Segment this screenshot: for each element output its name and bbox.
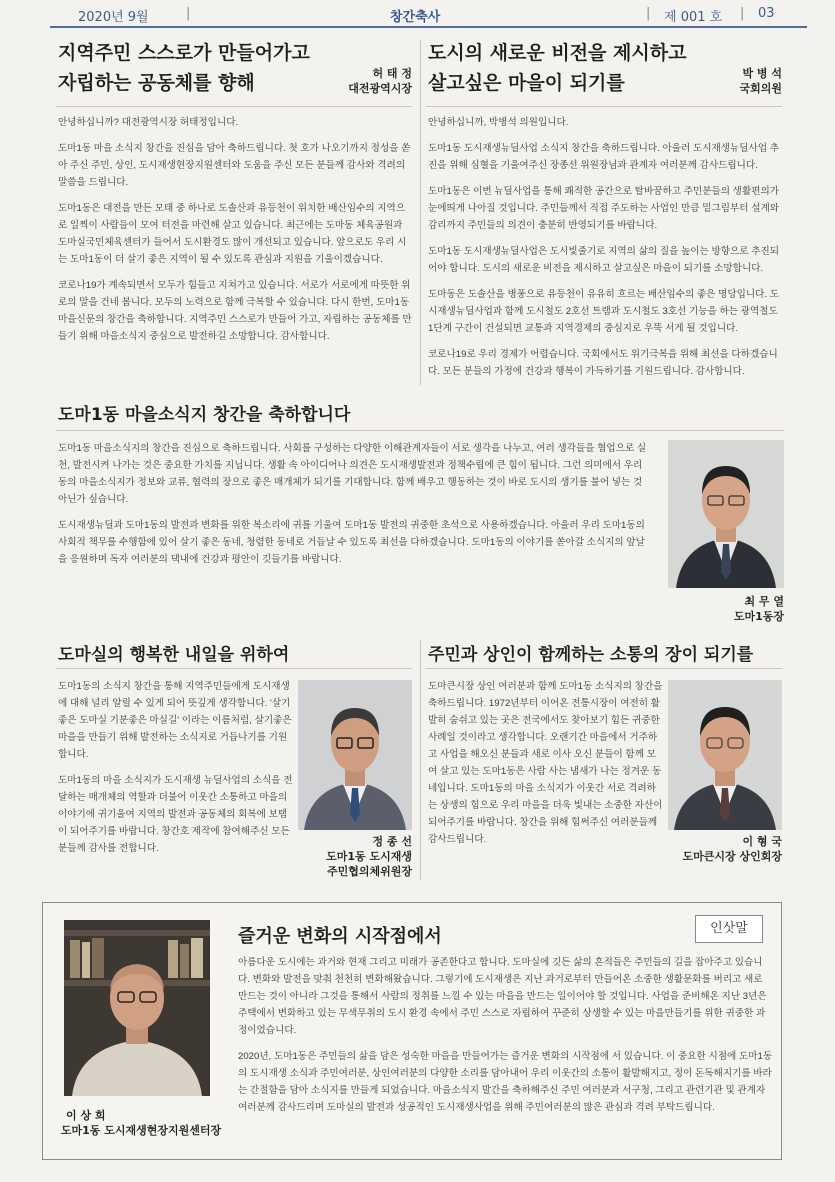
- divider: [56, 106, 412, 107]
- divider: [56, 668, 412, 669]
- paragraph: 도마1동 마을 소식지 창간을 진심을 담아 축하드립니다. 첫 호가 나오기까지 정성을 쏟아 주신 주민, 상인, 도시재생현장지원센터와 도움을 주신 모든 분들께 감사와 격려의 말씀을 드립니다.: [58, 143, 411, 188]
- divider: [426, 106, 782, 107]
- paragraph: 도마1동의 소식지 창간을 통해 지역주민들에게 도시재생에 대해 널리 알릴 수 있게 되어 뜻깊게 생각합니다. '살기좋은 도마실 기분좋은 마실길' 이라는 이름처럼, 살기좋은 마을을 만들기 위해 발전하는 소식지로 거듭나기를 기원합니다.: [58, 681, 292, 760]
- author-role: 도마1동장: [733, 610, 784, 623]
- author-name: 허 태 정: [372, 67, 412, 80]
- title-line: 자립하는 공동체를 향해: [58, 72, 255, 94]
- title-line: 살고싶은 마을이 되기를: [428, 72, 625, 94]
- author-role: 대전광역시장: [348, 82, 412, 95]
- page-header: [50, 6, 807, 28]
- author-name: 최 무 열: [744, 595, 784, 608]
- title-line: 지역주민 스스로가 만들어가고: [58, 42, 310, 64]
- article-dong-signature: [660, 594, 784, 624]
- issue-date: 2020년 9월: [78, 10, 149, 25]
- portrait-photo: [298, 680, 412, 830]
- portrait-photo: [668, 680, 782, 830]
- paragraph: 안녕하십니까, 박병석 의원입니다.: [428, 117, 569, 128]
- paragraph: 도마1동 도시재생뉴딜사업 소식지 창간을 축하드립니다. 아울러 도시재생뉴딜사업 추진을 위해 심혈을 기울여주신 장종선 위원장님과 관계자 여러분께 감사드립니다.: [428, 143, 780, 171]
- paragraph: 도마큰시장 상인 여러분과 함께 도마1동 소식지의 창간을 축하드립니다. 1972년부터 이어온 전통시장이 여전히 활발히 숨쉬고 있는 곳은 전국에서도 찾아보기 힘든 귀중한 사례일 것이라고 생각합니다. 오랜기간 마을에서 거주하고 사업을 해오신 분들과 새로 이사 오신 분들이 함께 모여 살고 있는 도마1동은 사람 사는 냄새가 나는 정겨운 동네입니다. 도마1동의 마을 소식지가 이웃간 서로 격려하는 상생의 힘으로 우리 마을을 더욱 빛내는 소중한 자산이 되어주기를 바랍니다. 창간을 위해 힘써주신 여러분들께 감사드립니다.: [428, 681, 663, 845]
- author-name: 이 상 희: [66, 1109, 106, 1122]
- author-name: 이 형 국: [742, 835, 782, 848]
- article-assembly-body: [428, 114, 784, 389]
- article-council-signature: [280, 834, 412, 879]
- paragraph: 도마1동은 이번 뉴딜사업을 통해 쾌적한 공간으로 탈바꿈하고 주민분들의 생활편의가 눈에띄게 나아질 것입니다. 주민들께서 직접 주도하는 사업인 만큼 밑그림부터 설계와 감리까지 주민들의 의견이 충분히 반영되기를 바랍니다.: [428, 186, 780, 231]
- article-mayor-body: [58, 114, 414, 354]
- greeting-signature: [58, 1108, 224, 1138]
- paragraph: 도마1동 마을소식지의 창간을 진심으로 축하드립니다. 사회를 구성하는 다양한 이해관계자들이 서로 생각을 나누고, 여러 생각들을 협업으로 실천, 발전시켜 나가는 것은 중요한 가치를 지닙니다. 생활 속 아이디어나 의견은 도시재생발전과 정책수립에 큰 힘이 됩니다. 그런 의미에서 우리 동의 마을소식지가 정보와 교류, 협력의 장으로 좋은 매개체가 되기를 기대합니다. 함께 배우고 행동하는 것이 바로 도시의 생기를 불어 넣는 것 아닌가 싶습니다.: [58, 443, 647, 505]
- column-divider: [420, 640, 421, 880]
- header-separator: |: [740, 6, 745, 21]
- header-separator: |: [186, 6, 191, 21]
- article-council-body: [58, 678, 294, 866]
- article-dong-title: 도마1동 마을소식지 창간을 축하합니다: [58, 405, 351, 425]
- author-role: 도마1동 도시재생: [326, 850, 412, 863]
- author-role: 주민협의체위원장: [326, 865, 412, 878]
- author-name: 박 병 석: [742, 67, 782, 80]
- article-mayor-signature: [300, 66, 412, 96]
- article-council-title: 도마실의 행복한 내일을 위하여: [58, 645, 290, 665]
- article-dong-body: [58, 440, 654, 577]
- divider: [56, 430, 784, 431]
- paragraph: 도시재생뉴딜과 도마1동의 발전과 변화를 위한 복소리에 귀를 기울여 도마1동 발전의 귀중한 초석으로 사용하겠습니다. 아울러 우리 도마1동의 사회적 책무를 수행함에 있어 살기 좋은 동네, 청렴한 동네로 거듭날 수 있도록 최선을 다하겠습니다. 도마1동의 이야기를 쏟아갈 소식지의 앞날을 응원하며 독자 여러분의 댁내에 건강과 평안이 깃들기를 바랍니다.: [58, 520, 645, 565]
- paragraph: 도마1동의 마을 소식지가 도시재생 뉴딜사업의 소식을 전달하는 매개체의 역할과 더불어 이웃간 소통하고 마을의 이야기에 귀기울여 지역의 발전과 공동체의 회복에 보탬이 되어주기를 바랍니다. 창간호 제작에 참여해주신 모든 분들께 감사를 전합니다.: [58, 775, 293, 854]
- author-name: 정 종 선: [372, 835, 412, 848]
- paragraph: 2020년, 도마1동은 주민들의 삶을 담은 성숙한 마을을 만들어가는 즐거운 변화의 시작점에 서 있습니다. 이 중요한 시점에 도마1동의 도시재생 소식과 주민여러분, 상인여러분의 다양한 소리를 담아내어 우리 이웃간의 소통이 활발해지고, 정이 돈독해지기를 바라는 간절함을 담아 소식지를 만들게 되었습니다. 마을소식지 발간을 축하해주신 주민 여러분과 서구청, 그리고 관련기관 및 관계자 여러분께 감사드리며 도마실의 발전과 성공적인 도시재생사업을 위해 주민여러분의 많은 관심과 격려 부탁드립니다.: [238, 1051, 773, 1113]
- portrait-photo: [668, 440, 784, 588]
- author-role: 국회의원: [739, 82, 782, 95]
- article-market-body: [428, 678, 664, 857]
- paragraph: 아름다운 도시에는 과거와 현재 그리고 미래가 공존한다고 합니다. 도마실에 깃든 삶의 흔적들은 주민들의 길을 잡아주고 있습니다. 변화와 발전을 맞춰 천천히 변화해왔습니다. 그렇기에 도시재생은 지난 과거로부터 만들어온 소중한 생활문화를 버리고 새로 만드는 것이 아니라 그것을 통해서 사람의 정취를 느낄 수 있는 마을을 만드는 일이어야 할 것입니다. 사업을 준비해온 지난 3년은 주택에서 변화하고 있는 무색무취의 도시 환경 속에서 주민 스스로 자립하여 꾸준히 상생할 수 있는 마을만들기를 위한 귀중한 과정이었습니다.: [238, 957, 767, 1036]
- greeting-title: 즐거운 변화의 시작점에서: [238, 926, 442, 947]
- paragraph: 코로나19가 계속되면서 모두가 힘들고 지쳐가고 있습니다. 서로가 서로에게 따뜻한 위로의 말을 건네 봅니다. 모두의 노력으로 함께 극복할 수 있습니다. 다시 한번, 도마1동 마을신문의 창간을 축하합니다. 지역주민 스스로가 만들어 가고, 자립하는 공동체를 만들기 위해 마을소식지 중심으로 발전하길 소망합니다. 감사합니다.: [58, 280, 412, 342]
- author-role: 도마1동 도시재생현장지원센터장: [60, 1124, 222, 1137]
- greeting-tag: 인삿말: [695, 915, 763, 943]
- article-market-signature: [650, 834, 782, 864]
- paragraph: 도마동은 도솔산을 병풍으로 유등천이 유유히 흐르는 배산임수의 좋은 명당입니다. 도시재생뉴딜사업과 함께 도시철도 2호선 트램과 도시철도 3호선 기능을 하는 광역철도 1단계 구간이 건설되면 교통과 지역경제의 중심지로 우뚝 서게 될 것입니다.: [428, 289, 780, 334]
- header-separator: |: [646, 6, 651, 21]
- paragraph: 도마1동 도시재생뉴딜사업은 도시빛줄기로 지역의 삶의 질을 높이는 방향으로 추진되어야 합니다. 도시의 새로운 비전을 제시하고 살고싶은 마을이 되기를 소망합니다.: [428, 246, 780, 274]
- divider: [426, 668, 782, 669]
- paragraph: 코로나19로 우리 경제가 어렵습니다. 국회에서도 위기극복을 위해 최선을 다하겠습니다. 모든 분들의 가정에 건강과 행복이 가득하기를 기원드립니다. 감사합니다.: [428, 349, 778, 377]
- article-market-title: 주민과 상인이 함께하는 소통의 장이 되기를: [428, 645, 754, 665]
- article-assembly-signature: [660, 66, 782, 96]
- column-divider: [420, 40, 421, 385]
- paragraph: 안녕하십니까? 대전광역시장 허태정입니다.: [58, 117, 239, 128]
- greeting-body: [238, 954, 774, 1125]
- portrait-photo: [64, 920, 210, 1096]
- author-role: 도마큰시장 상인회장: [682, 850, 782, 863]
- paragraph: 도마1동은 대전을 만든 모태 중 하나로 도솔산과 유등천이 위치한 배산임수의 지역으로 일찍이 사람들이 모여 터전을 마련해 살고 있습니다. 최근에는 도마동 체육공원과 도마실국민체육센터가 들어서 도시환경도 많이 개선되고 있습니다. 앞으로도 우리 시는 도마1동이 더 살기 좋은 지역이 될 수 있도록 관심과 지원을 기울이겠습니다.: [58, 203, 407, 265]
- title-line: 도시의 새로운 비전을 제시하고: [428, 42, 687, 64]
- page-number: 03: [758, 6, 775, 21]
- issue-number: 제 001 호: [664, 10, 723, 25]
- section-title: 창간축사: [390, 10, 441, 25]
